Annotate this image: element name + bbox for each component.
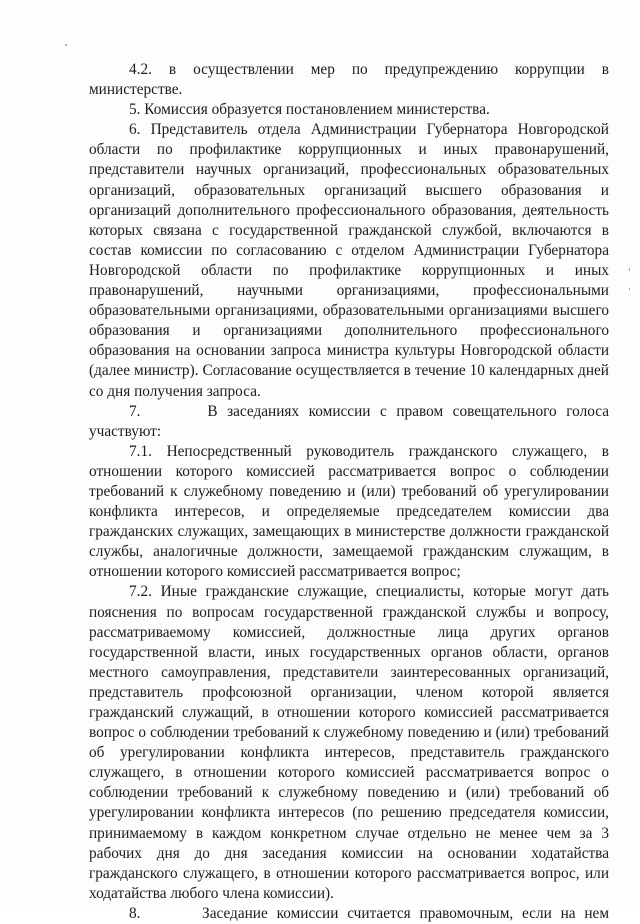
paragraph-7-1: 7.1. Непосредственный руководитель гражданского служащего, в отношении которого комиссией рассматривается вопрос о соблюдении требований к служебному поведению и (или) требований об урегулировании конфликта интересов, и определяемые председателем комиссии два гражданских служащих, замещающих в министерстве должности гражданской службы, аналогичные должности, замещаемой гражданским служащим, в отношении которого комиссией рассматривается вопрос; [89, 442, 609, 581]
paragraph-6: 6. Представитель отдела Администрации Губернатора Новгородской области по профилактике коррупционных и иных правонарушений, представители научных организаций, профессиональных образовательных организаций, образовательных организаций высшего образования и организаций дополнительного профессионального образования, деятельность которых связана с государственной гражданской службой, включаются в состав комиссии по согласованию с отделом Администрации Губернатора Новгородской области по профилактике коррупционных и иных правонарушений, научными организациями, профессиональными образовательными организациями, образовательными организациями высшего образования и организациями дополнительного профессионального образования на основании запроса министра культуры Новгородской области (далее министр). Согласование осуществляется в течение 10 календарных дней со дня получения запроса. [89, 121, 609, 400]
paragraph-4-2: 4.2. в осуществлении мер по предупреждению коррупции в министерстве. [89, 61, 609, 99]
paragraph-7-2: 7.2. Иные гражданские служащие, специалисты, которые могут дать пояснения по вопросам государственной гражданской службы и вопросу, рассматриваемому комиссией, должностные лица других органов государственной власти, иных государственных органов области, органов местного самоуправления, представители заинтересованных организаций, представитель профсоюзной организации, членом которой является гражданский служащий, в отношении которого комиссией рассматривается вопрос о соблюдении требований к служебному поведению и (или) требований об урегулировании конфликта интересов, представитель гражданского служащего, в отношении которого комиссией рассматривается вопрос о соблюдении требований к служебному поведению и (или) требований об урегулировании конфликта интересов (по решению председателя комиссии, принимаемому в каждом конкретном случае отдельно не менее чем за 3 рабочих дня до дня заседания комиссии на основании ходатайства гражданского служащего, в отношении которого рассматривается вопрос, или ходатайства любого члена комиссии). [89, 583, 609, 902]
document-body [89, 60, 609, 924]
paragraph-8: 8. Заседание комиссии считается правомочным, если на нем [129, 904, 609, 922]
scan-speck [65, 44, 67, 46]
scan-speck [629, 288, 630, 290]
paragraph-7: 7. В заседаниях комиссии с правом совещательного голоса участвуют: [89, 402, 609, 440]
paragraph-5: 5. Комиссия образуется постановлением министерства. [129, 101, 490, 119]
scan-speck [629, 268, 630, 271]
